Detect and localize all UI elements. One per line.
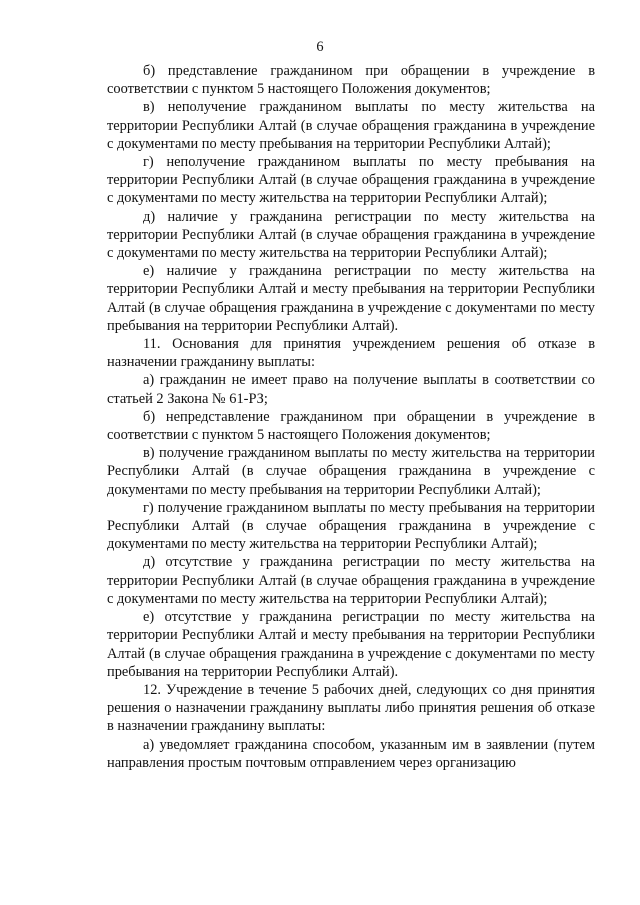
paragraph-10b: б) представление гражданином при обращении в учреждение в соответствии с пунктом 5 настоящего Положения документов; [107,63,595,98]
paragraph-11-heading: 11. Основания для принятия учреждением решения об отказе в назначении гражданину выплаты: [107,336,595,371]
document-body [107,62,595,772]
page-number: 6 [316,39,324,55]
paragraph-12a: а) уведомляет гражданина способом, указанным им в заявлении (путем направления простым почтовым отправлением через организацию [107,736,595,771]
paragraph-12-heading: 12. Учреждение в течение 5 рабочих дней, следующих со дня принятия решения о назначении гражданину выплаты либо принятия решения об отказе в назначении гражданину выплаты: [107,681,595,735]
paragraph-10g: г) неполучение гражданином выплаты по месту пребывания на территории Республики Алтай (в случае обращения гражданина в учреждение с документами по месту жительства на территории Республики Алтай); [107,154,595,207]
paragraph-11d: д) отсутствие у гражданина регистрации по месту жительства на территории Республики Алтай (в случае обращения гражданина в учреждение с документами по месту жительства на территории Республики Алтай); [107,554,595,607]
paragraph-11v: в) получение гражданином выплаты по месту жительства на территории Республики Алтай (в случае обращения гражданина в учреждение с документами по месту пребывания на территории Республики Алтай); [107,445,595,498]
paragraph-10v: в) неполучение гражданином выплаты по месту жительства на территории Республики Алтай (в случае обращения гражданина в учреждение с документами по месту пребывания на территории Республики Алтай); [107,99,595,152]
paragraph-11b: б) непредставление гражданином при обращении в учреждение в соответствии с пунктом 5 настоящего Положения документов; [107,408,595,444]
paragraph-10e: е) наличие у гражданина регистрации по месту жительства на территории Республики Алтай и месту пребывания на территории Республики Алтай (в случае обращения гражданина в учреждение с документами по месту пребывания на территории Республики Алтай). [107,263,595,334]
paragraph-11a: а) гражданин не имеет право на получение выплаты в соответствии со статьей 2 Закона № 61-РЗ; [107,372,595,407]
paragraph-10d: д) наличие у гражданина регистрации по месту жительства на территории Республики Алтай (в случае обращения гражданина в учреждение с документами по месту жительства на территории Республики Алтай); [107,208,595,262]
paragraph-11g: г) получение гражданином выплаты по месту пребывания на территории Республики Алтай (в случае обращения гражданина в учреждение с документами по месту жительства на территории Республики Алтай); [107,499,595,553]
paragraph-11e: е) отсутствие у гражданина регистрации по месту жительства на территории Республики Алтай и месту пребывания на территории Республики Алтай (в случае обращения гражданина в учреждение с документами по месту пребывания на территории Республики Алтай). [107,609,595,680]
